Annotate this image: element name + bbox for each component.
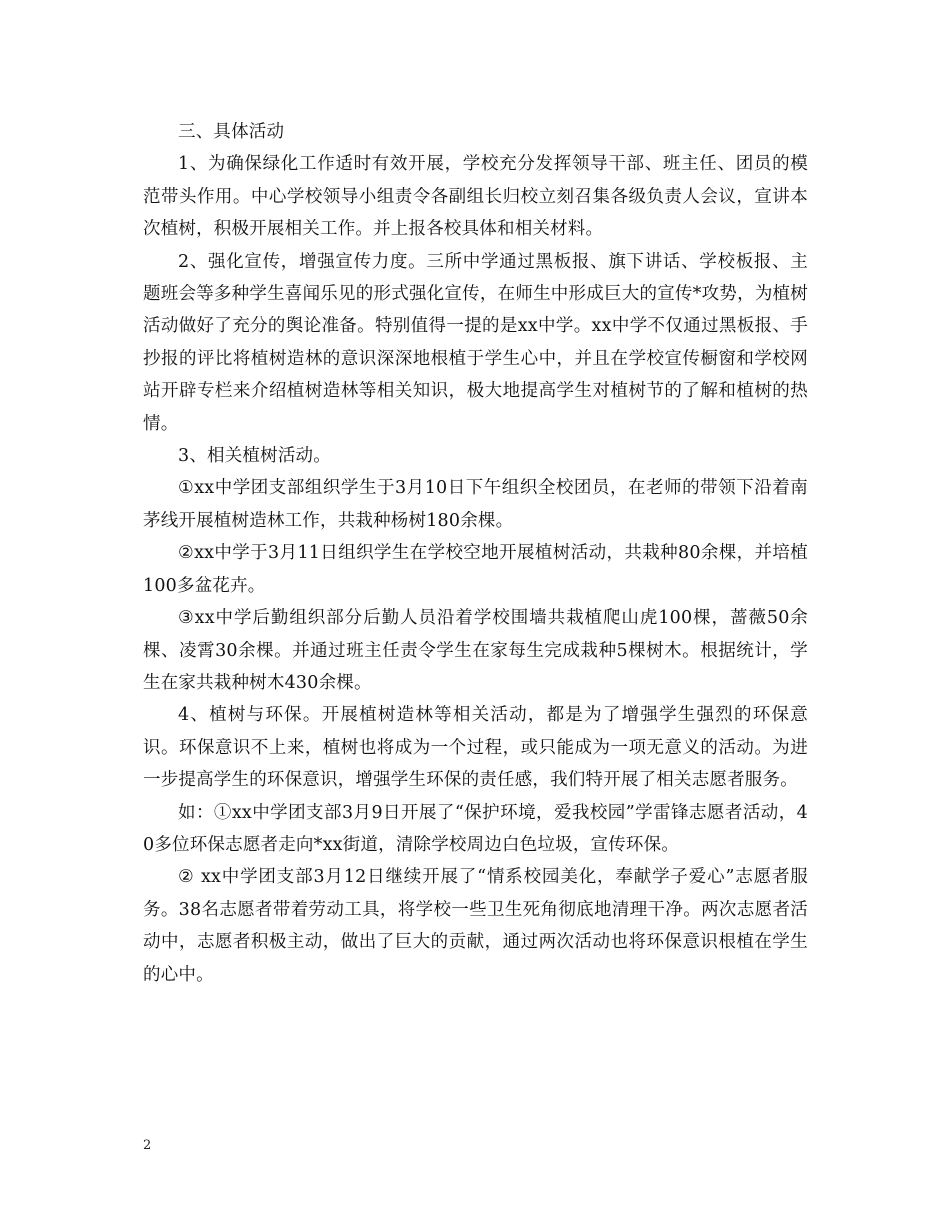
paragraph-5: ②xx中学于3月11日组织学生在学校空地开展植树活动，共栽种80余棵，并培植100多盆花卉。 bbox=[143, 543, 808, 596]
paragraph-4: ①xx中学团支部组织学生于3月10日下午组织全校团员，在老师的带领下沿着南茅线开展植树造林工作，共栽种杨树180余棵。 bbox=[143, 478, 808, 531]
paragraph-6: ③xx中学后勤组织部分后勤人员沿着学校围墙共栽植爬山虎100棵，蔷薇50余棵、凌霄30余棵。并通过班主任责令学生在家每生完成栽种5棵树木。根据统计，学生在家共栽种树木430余棵。 bbox=[143, 608, 808, 693]
document-body bbox=[143, 116, 808, 991]
paragraph-2: 2、强化宣传，增强宣传力度。三所中学通过黑板报、旗下讲话、学校板报、主题班会等多种学生喜闻乐见的形式强化宣传，在师生中形成巨大的宣传*攻势，为植树活动做好了充分的舆论准备。特别值得一提的是xx中学。xx中学不仅通过黑板报、手抄报的评比将植树造林的意识深深地根植于学生心中，并且在学校宣传橱窗和学校网站开辟专栏来介绍植树造林等相关知识，极大地提高学生对植树节的了解和植树的热情。 bbox=[143, 251, 808, 434]
paragraph-3: 3、相关植树活动。 bbox=[178, 446, 331, 467]
page-number: 2 bbox=[143, 1138, 152, 1153]
paragraph-7: 4、植树与环保。开展植树造林等相关活动，都是为了增强学生强烈的环保意识。环保意识不上来，植树也将成为一个过程，或只能成为一项无意义的活动。为进一步提高学生的环保意识，增强学生环保的责任感，我们特开展了相关志愿者服务。 bbox=[143, 705, 808, 791]
paragraph-9: ② xx中学团支部3月12日继续开展了“情系校园美化，奉献学子爱心”志愿者服务。38名志愿者带着劳动工具，将学校一些卫生死角彻底地清理干净。两次志愿者活动中，志愿者积极主动，做出了巨大的贡献，通过两次活动也将环保意识根植在学生的心中。 bbox=[143, 867, 808, 985]
paragraph-1: 1、为确保绿化工作适时有效开展，学校充分发挥领导干部、班主任、团员的模范带头作用。中心学校领导小组责令各副组长归校立刻召集各级负责人会议，宣讲本次植树，积极开展相关工作。并上报各校具体和相关材料。 bbox=[143, 154, 808, 240]
section-heading: 三、具体活动 bbox=[178, 122, 285, 142]
paragraph-8: 如：①xx中学团支部3月9日开展了“保护环境，爱我校园”学雷锋志愿者活动，40多位环保志愿者走向*xx街道，清除学校周边白色垃圾，宣传环保。 bbox=[143, 802, 808, 855]
